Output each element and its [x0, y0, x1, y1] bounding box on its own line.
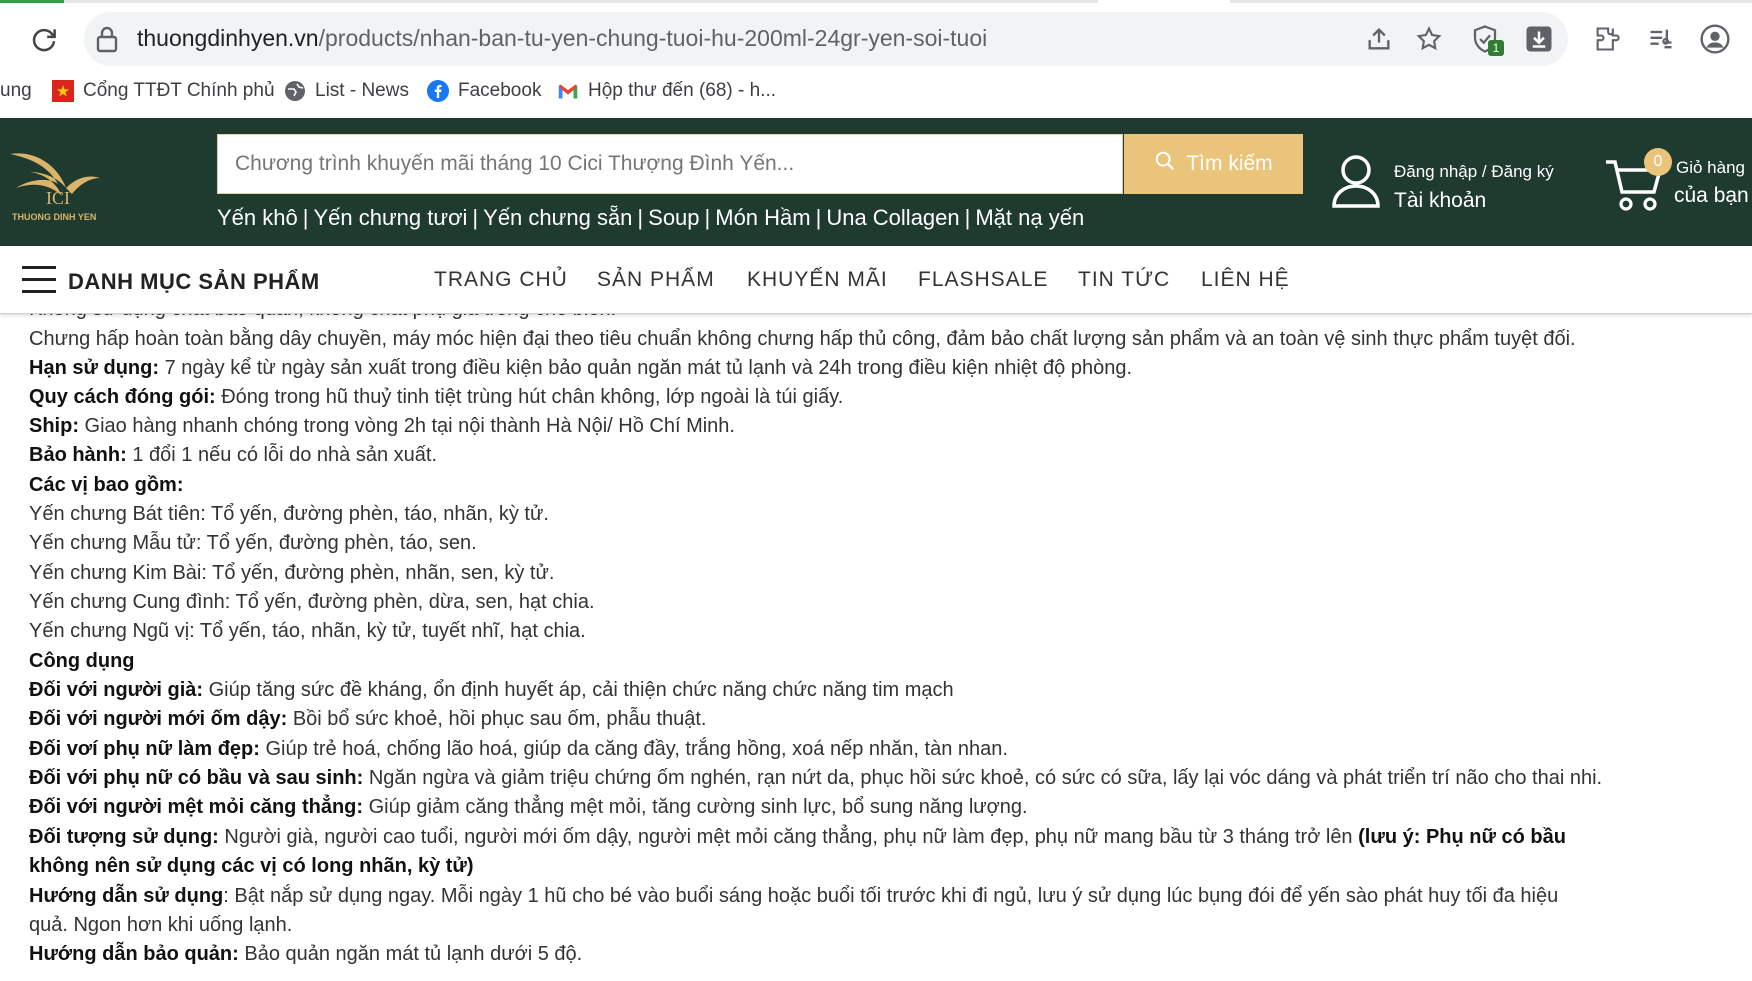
- star-icon[interactable]: [1412, 22, 1446, 56]
- shield-extension-icon[interactable]: [1468, 22, 1502, 56]
- line-text: quả. Ngon hơn khi uống lạnh.: [29, 914, 293, 936]
- line-text: 1 đổi 1 nếu có lỗi do nhà sản xuất.: [126, 444, 438, 466]
- description-line: [29, 796, 1028, 819]
- category-link[interactable]: Yến chưng tươi: [313, 205, 468, 230]
- bookmark-label: Cổng TTĐT Chính phủ: [83, 80, 275, 101]
- line-text: Yến chưng Kim Bài: Tổ yến, đường phèn, nhãn, sen, kỳ tử.: [29, 562, 555, 584]
- bookmark-label: ung: [0, 80, 32, 101]
- search-input[interactable]: [218, 135, 1124, 193]
- line-text: Giúp tăng sức đề kháng, ổn định huyết áp, cải thiện chức năng chức năng tim mạch: [203, 679, 954, 701]
- line-text: : Bật nắp sử dụng ngay. Mỗi ngày 1 hũ cho bé vào buổi sáng hoặc buổi tối trước khi đi ngủ, lưu ý sử dụng lúc bụng đói để yến sào phát huy tối đa hiệu: [223, 885, 1559, 907]
- bookmark-label: Hộp thư đến (68) - h...: [588, 80, 777, 101]
- search-icon: [1154, 150, 1176, 178]
- line-text: Chưng hấp hoàn toàn bằng dây chuyền, máy móc hiện đại theo tiêu chuẩn không chưng hấp thủ công, đảm bảo chất lượng sản phẩm và an toàn vệ sinh thực phẩm tuyệt đối.: [29, 328, 1576, 350]
- line-label: Đối tượng sử dụng:: [29, 826, 219, 848]
- separator: |: [637, 205, 644, 230]
- description-line: [29, 738, 1008, 761]
- description-line: [29, 885, 1558, 908]
- line-text: Yến chưng Cung đình: Tổ yến, đường phèn, dừa, sen, hạt chia.: [29, 591, 595, 613]
- line-text: Bảo quản ngăn mát tủ lạnh dưới 5 độ.: [238, 943, 583, 965]
- download-icon[interactable]: [1522, 22, 1556, 56]
- separator: |: [815, 205, 822, 230]
- line-text: Giao hàng nhanh chóng trong vòng 2h tại nội thành Hà Nội/ Hồ Chí Minh.: [79, 415, 735, 437]
- login-register-label[interactable]: Đăng nhập / Đăng ký: [1394, 162, 1554, 181]
- line-label: Ship:: [29, 415, 79, 437]
- description-line: [29, 767, 1602, 790]
- bookmark-label: Facebook: [458, 80, 542, 101]
- bookmark-item[interactable]: [0, 80, 32, 102]
- separator: |: [704, 205, 711, 230]
- line-text: Yến chưng Mẫu tử: Tổ yến, đường phèn, táo, sen.: [29, 532, 477, 554]
- facebook-icon: [427, 80, 449, 102]
- category-link[interactable]: Una Collagen: [826, 205, 960, 230]
- user-icon: [1330, 154, 1382, 210]
- url-text[interactable]: [137, 25, 987, 52]
- bookmark-item[interactable]: [284, 80, 409, 102]
- category-link[interactable]: Món Hầm: [715, 205, 811, 230]
- line-text: Giúp trẻ hoá, chống lão hoá, giúp da căng đầy, trắng hồng, xoá nếp nhăn, tàn nhan.: [259, 738, 1008, 760]
- line-label: Đối với phụ nữ có bầu và sau sinh:: [29, 767, 364, 789]
- gmail-icon: [557, 80, 579, 102]
- line-text: Giúp giảm căng thẳng mệt mỏi, tăng cường sinh lực, bổ sung năng lượng.: [363, 796, 1028, 818]
- lock-icon[interactable]: [96, 25, 124, 55]
- share-icon[interactable]: [1362, 22, 1396, 56]
- url-path: /products/nhan-ban-tu-yen-chung-tuoi-hu-200ml-24gr-yen-soi-tuoi: [318, 25, 988, 51]
- tab-gap: [1098, 0, 1230, 3]
- separator: |: [302, 205, 309, 230]
- line-text: 7 ngày kể từ ngày sản xuất trong điều kiện bảo quản ngăn mát tủ lạnh và 24h trong điều kiện nhiệt độ phòng.: [159, 357, 1133, 379]
- nav-home[interactable]: TRANG CHỦ: [434, 268, 568, 291]
- description-line: [29, 562, 554, 585]
- description-line: [29, 532, 477, 555]
- product-category-menu[interactable]: DANH MỤC SẢN PHẨM: [68, 269, 320, 294]
- line-label: Công dụng: [29, 650, 135, 672]
- line-label: Hướng dẫn sử dụng: [29, 885, 224, 907]
- description-line: [29, 679, 954, 702]
- line-label: Quy cách đóng gói:: [29, 386, 216, 408]
- bookmark-label: List - News: [315, 80, 409, 101]
- description-line: [29, 708, 707, 731]
- nav-promotions[interactable]: KHUYẾN MÃI: [747, 268, 888, 291]
- line-label: Đối với người mới ốm dậy:: [29, 708, 288, 730]
- line-text: Đóng trong hũ thuỷ tinh tiệt trùng hút chân không, lớp ngoài là túi giấy.: [215, 386, 844, 408]
- description-line: [29, 328, 1576, 351]
- description-line: [29, 620, 586, 643]
- cart-label: Giỏ hàng: [1676, 158, 1745, 177]
- bookmark-item[interactable]: [557, 80, 776, 102]
- line-label: Đối với người mệt mỏi căng thẳng:: [29, 796, 364, 818]
- site-header: [0, 118, 1752, 246]
- separator: |: [964, 205, 971, 230]
- line-label: Hạn sử dụng:: [29, 357, 160, 379]
- logo-subtitle: THUONG DINH YEN: [12, 212, 97, 222]
- bookmarks-bar: [0, 78, 1752, 108]
- line-label: không nên sử dụng các vị có long nhãn, kỳ tử): [29, 855, 474, 877]
- separator: |: [472, 205, 479, 230]
- account-link[interactable]: [1330, 154, 1570, 216]
- search-button[interactable]: [1124, 134, 1303, 194]
- site-logo[interactable]: [6, 148, 116, 228]
- line-label: Đối với người già:: [29, 679, 204, 701]
- category-link[interactable]: Mặt nạ yến: [975, 205, 1085, 230]
- cart-link[interactable]: [1604, 148, 1752, 218]
- extensions-puzzle-icon[interactable]: [1590, 22, 1624, 56]
- line-label: Các vị bao gồm:: [29, 474, 184, 496]
- main-nav: [0, 246, 1752, 314]
- nav-flashsale[interactable]: FLASHSALE: [918, 268, 1049, 291]
- bookmark-item[interactable]: [427, 80, 541, 102]
- globe-icon: [284, 80, 306, 102]
- logo-mark-text: ICI: [46, 188, 70, 208]
- category-link[interactable]: Yến khô: [217, 205, 298, 230]
- hamburger-menu-icon[interactable]: [22, 266, 56, 294]
- description-line: [29, 826, 1566, 849]
- tab-strip: [0, 0, 1752, 3]
- line-text: Người già, người cao tuổi, người mới ốm dậy, người mệt mỏi căng thẳng, phụ nữ làm đẹp, phụ nữ mang bầu từ 3 tháng trở lên: [218, 826, 1359, 848]
- reload-icon[interactable]: [26, 22, 62, 58]
- bookmark-item[interactable]: [52, 80, 275, 102]
- description-line: [29, 591, 595, 614]
- description-line: [29, 943, 582, 966]
- description-line: [29, 386, 843, 409]
- description-line: [29, 650, 135, 673]
- vietnam-flag-icon: [52, 80, 74, 102]
- active-tab-indicator: [0, 0, 64, 3]
- category-link[interactable]: Yến chưng sẵn: [483, 205, 633, 230]
- line-label: Bảo hành:: [29, 444, 127, 466]
- line-note: (lưu ý: Phụ nữ có bầu: [1358, 826, 1566, 848]
- line-text: Yến chưng Bát tiên: Tổ yến, đường phèn, táo, nhãn, kỳ tử.: [29, 503, 549, 525]
- line-text: Ngăn ngừa và giảm triệu chứng ốm nghén, rạn nứt da, phục hồi sức khoẻ, có sức có sữa, lấy lại vóc dáng và phát triển trí não cho thai nhi.: [363, 767, 1603, 789]
- account-label: Tài khoản: [1394, 189, 1487, 212]
- browser-chrome: [0, 0, 1752, 118]
- description-line: [29, 855, 474, 878]
- extension-badge: 1: [1488, 40, 1504, 56]
- description-line: [29, 503, 549, 526]
- nav-products[interactable]: SẢN PHẨM: [597, 268, 715, 291]
- nav-contact[interactable]: LIÊN HỆ: [1201, 268, 1290, 291]
- line-label: Đối vơí phụ nữ làm đẹp:: [29, 738, 260, 760]
- cart-count-badge: 0: [1644, 148, 1672, 176]
- reading-list-icon[interactable]: [1644, 22, 1678, 56]
- description-line: [29, 474, 183, 497]
- description-line: [29, 444, 437, 467]
- search-box: [217, 134, 1123, 194]
- cart-sublabel: của bạn: [1674, 184, 1749, 207]
- profile-avatar-icon[interactable]: [1698, 22, 1732, 56]
- description-line: [29, 914, 292, 937]
- nav-news[interactable]: TIN TỨC: [1078, 268, 1171, 291]
- category-links: [217, 202, 1084, 234]
- description-line: [29, 415, 735, 438]
- description-line: [29, 357, 1132, 380]
- line-text: Yến chưng Ngũ vị: Tổ yến, táo, nhãn, kỳ tử, tuyết nhĩ, hạt chia.: [29, 620, 586, 642]
- category-link[interactable]: Soup: [648, 205, 700, 230]
- line-label: Hướng dẫn bảo quản:: [29, 943, 239, 965]
- search-button-label: Tìm kiếm: [1186, 152, 1273, 175]
- url-host: thuongdinhyen.vn: [137, 25, 319, 51]
- line-text: Bồi bổ sức khoẻ, hồi phục sau ốm, phẫu thuật.: [287, 708, 707, 730]
